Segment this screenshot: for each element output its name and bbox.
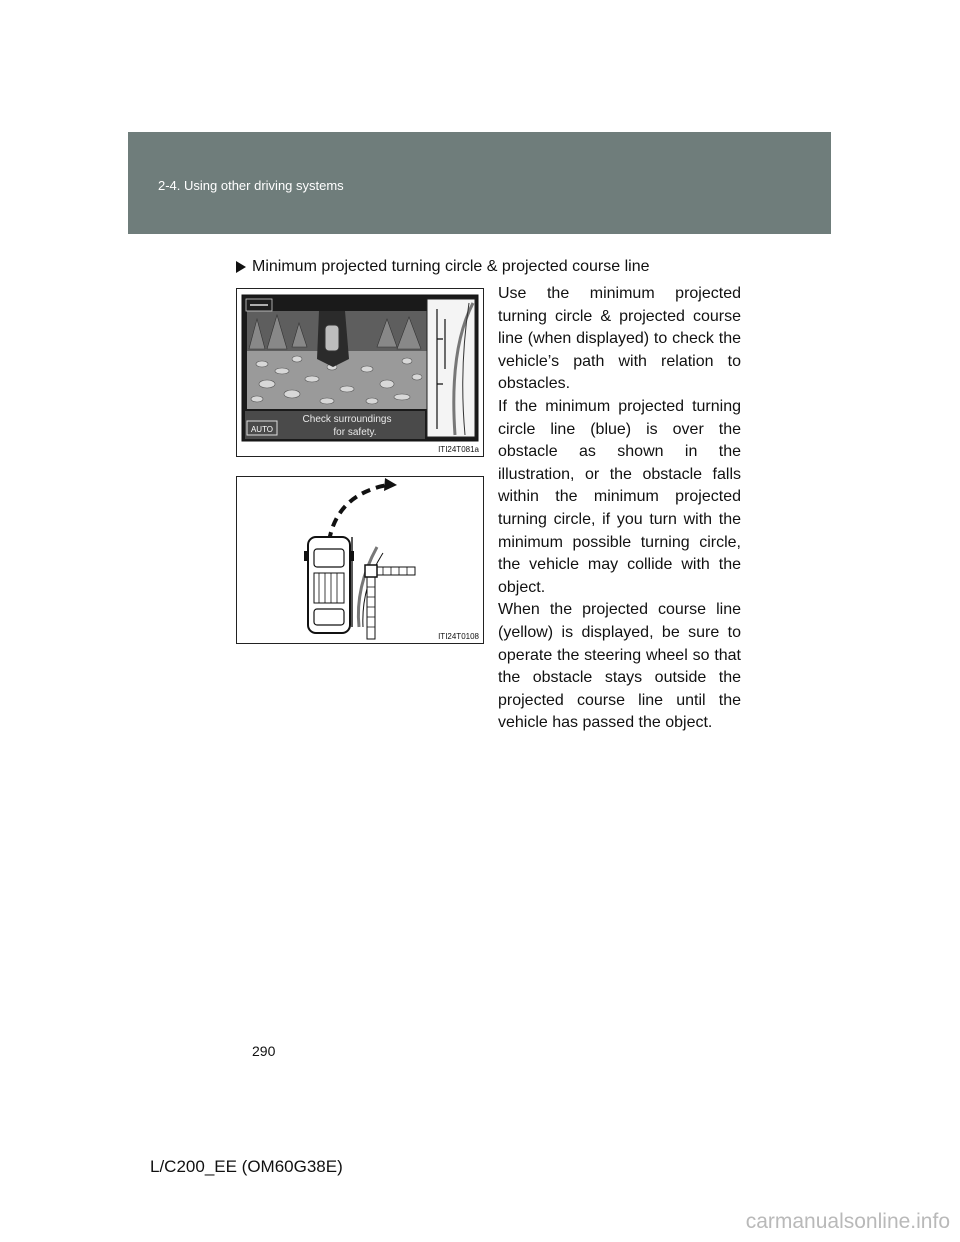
body-text — [498, 283, 741, 735]
display-message-line1: Check surroundings — [302, 414, 392, 425]
document-code: L/C200_EE (OM60G38E) — [150, 1157, 343, 1176]
page-number: 290 — [252, 1043, 276, 1059]
figure2-code: ITI24T0108 — [438, 632, 479, 641]
body-paragraph-2: If the minimum projected turning circle line (blue) is over the obstacle as shown in the illustration, or the obstacle falls within the minimum projected turning circle, if you turn with the minimum possible turning circle, the vehicle may collide with the object. — [498, 397, 741, 596]
camera-display-illustration — [237, 289, 483, 456]
subsection-heading-text: Minimum projected turning circle & projected course line — [252, 258, 650, 275]
body-paragraph-1: Use the minimum projected turning circle & projected course line (when displayed) to check the vehicle’s path with relation to obstacles. — [498, 285, 741, 393]
section-title: 2-4. Using other driving systems — [158, 178, 344, 193]
triangle-bullet-icon — [236, 261, 246, 273]
subsection-heading — [236, 258, 650, 276]
watermark: carmanualsonline.info — [745, 1210, 950, 1233]
arrow-head-icon — [384, 478, 397, 491]
camera-display-figure — [236, 288, 484, 457]
turning-circle-diagram — [236, 476, 484, 644]
display-message-line2: for safety. — [333, 427, 377, 438]
mode-label: AUTO — [250, 425, 274, 434]
turning-circle-illustration — [237, 477, 483, 643]
body-paragraph-3: When the projected course line (yellow) is displayed, be sure to operate the steering wheel so that the obstacle stays outside the projected course line until the vehicle has passed the object. — [498, 601, 741, 732]
figure1-code: ITI24T081a — [438, 445, 479, 454]
turn-path-arrow — [329, 485, 387, 541]
vehicle-icon — [304, 537, 354, 633]
